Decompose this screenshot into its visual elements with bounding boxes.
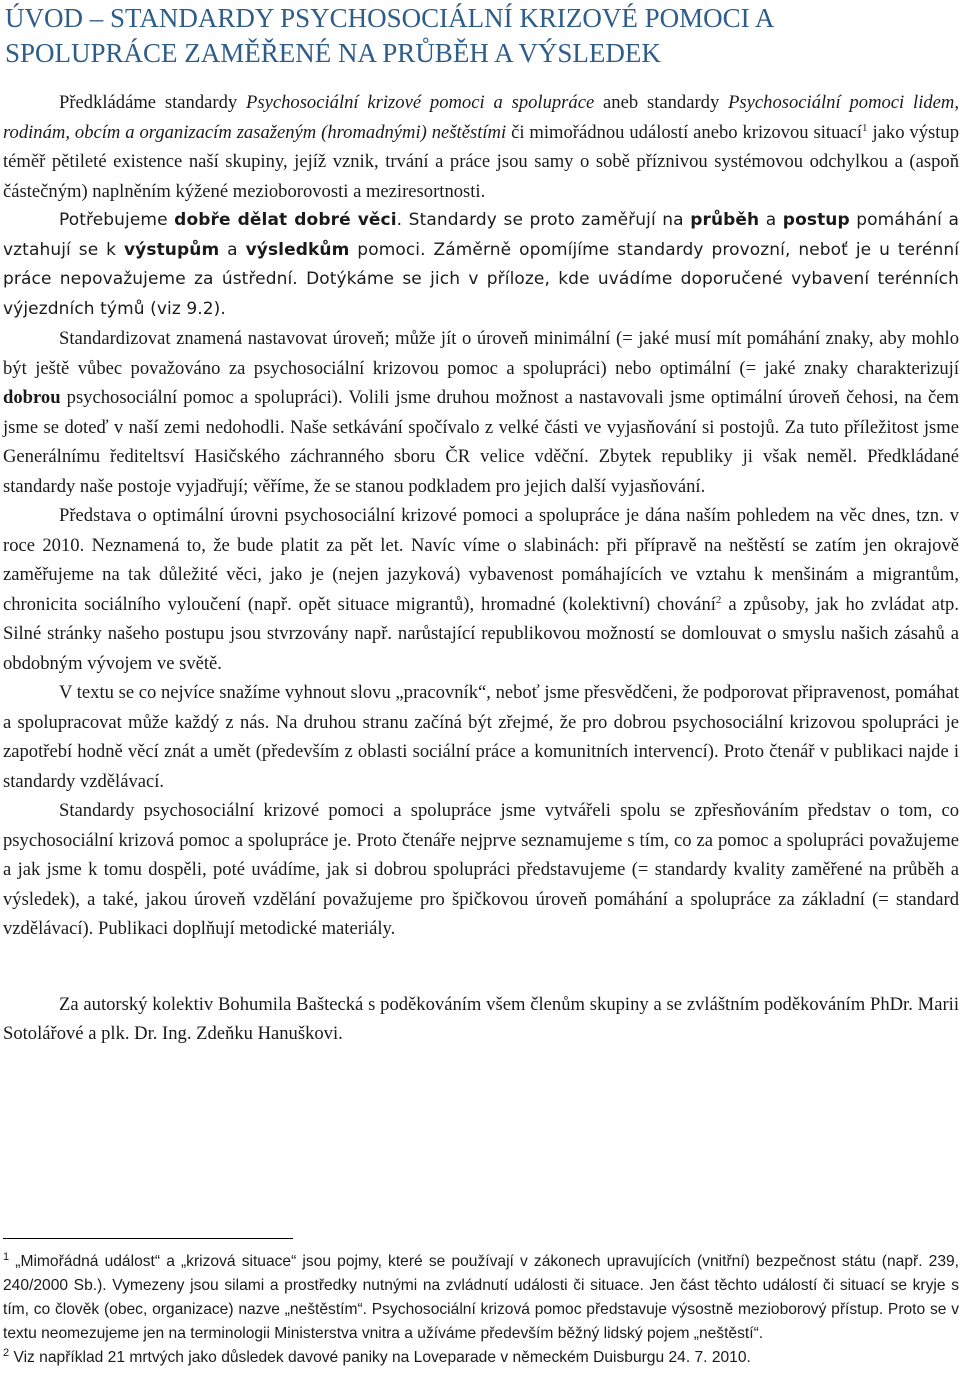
text-run: Standardizovat znamená nastavovat úroveň; může jít o úroveň minimální (= jaké musí mít pomáhání znaky, aby mohlo být ještě vůbec považováno za psychosociální krizovou pomoc a spolupráci) nebo optimální (= jaké znaky charakterizují [3, 328, 959, 379]
body-text [3, 88, 959, 1049]
text-run: jako výstup téměř pětileté existence naší skupiny, jejíž vznik, trvání a práce jsou samy o sobě příznivou systémovou odchylkou a (aspoň částečným) naplněním kýžené mezioborovosti a meziresortnosti. [3, 121, 959, 202]
bold-run: postup [782, 210, 850, 230]
footnote-text: Viz například 21 mrtvých jako důsledek davové paniky na Loveparade v německém Duisburgu 24. 7. 2010. [13, 1349, 751, 1366]
footnote-divider [3, 1238, 293, 1239]
paragraph-worker-term: V textu se co nejvíce snažíme vyhnout slovu „pracovník“, neboť jsme přesvědčeni, že podporovat připravenost, pomáhat a spolupracovat může každý z nás. Na druhou stranu začíná být zřejmé, že pro dobrou psychosociální krizovou spolupráci je zapotřebí hodně věcí znát a umět (především z oblasti sociální práce a komunitních intervencí). Proto čtenář v publikaci najde i standardy vzdělávací. [3, 682, 959, 792]
text-run: Předkládáme standardy [59, 92, 246, 113]
paragraph-signature: Za autorský kolektiv Bohumila Baštecká s poděkováním všem členům skupiny a se zvláštním poděkováním PhDr. Marii Sotolářové a plk. Dr. Ing. Zdeňku Hanuškovi. [3, 993, 959, 1044]
paragraph-intro [3, 88, 959, 206]
footnote-text: „Mimořádná událost“ a „krizová situace“ jsou pojmy, které se používají v zákonech upravujících (vnitřní) bezpečnost státu (např. 239, 240/2000 Sb.). Vymezeny jsou silami a prostředky nutnými na zvládnutí události či situace. Jen část těchto událostí či situací se kryje s tím, co člověk (obec, organizace) nazve „neštěstím“. Psychosociální krizová pomoc představuje výsostně mezioborový přístup. Proto se v textu neomezujeme jen na terminologii Ministerstva vnitra a užíváme především běžný lidský pojem „neštěstí“. [3, 1253, 959, 1342]
text-run: . Standardy se proto zaměřují na [396, 210, 691, 230]
footnotes [3, 1250, 959, 1370]
page-title: ÚVOD – STANDARDY PSYCHOSOCIÁLNÍ KRIZOVÉ POMOCI A SPOLUPRÁCE ZAMĚŘENÉ NA PRŮBĚH A VÝSLEDEK [5, 3, 773, 68]
paragraph-standardization [3, 324, 959, 501]
footnote-number: 2 [3, 1346, 10, 1359]
text-run: pomoci. Záměrně opomíjíme standardy provozní, neboť je u terénní práce nepovažujeme za ústřední. Dotýkáme se jich v příloze, kde uvádíme doporučené vybavení terénních výjezdních týmů (viz 9.2). [3, 239, 960, 319]
footnote-number: 1 [3, 1250, 10, 1263]
footnote-ref-2: 2 [715, 593, 722, 606]
italic-run: Psychosociální pomoci lidem, rodinám, obcím a organizacím zasaženým (hromadnými) neštěstími [3, 92, 959, 143]
paragraph-optimal-level [3, 501, 959, 678]
bold-run: průběh [690, 210, 760, 230]
footnote-1 [3, 1250, 959, 1346]
bold-run: dobře dělat dobré věci [174, 210, 397, 230]
text-run: Potřebujeme [59, 210, 175, 230]
bold-run: dobrou [3, 387, 61, 408]
paragraph-focus [3, 206, 959, 324]
text-run: a [759, 210, 783, 230]
text-run: Představa o optimální úrovni psychosociální krizové pomoci a spolupráce je dána naším pohledem na věc dnes, tzn. v roce 2010. Neznamená to, že bude platit za pět let. Navíc víme o slabinách: při přípravě na neštěstí se zatím jen okrajově zaměřujeme na tak důležité věci, jako je (nejen jazyková) vybavenost pomáhajících ve vztahu k menšinám a migrantům, chronicita sociálního vyloučení (např. opět situace migrantů), hromadné (kolektivní) chování [3, 505, 959, 615]
text-run: a způsoby, jak ho zvládat atp. Silné stránky našeho postupu jsou stvrzovány např. narůstající republikovou možností se domlouvat o smyslu našich zásahů a obdobným vývojem ve světě. [3, 593, 959, 674]
bold-run: výstupům [123, 239, 220, 260]
footnote-ref-1: 1 [862, 121, 868, 134]
text-run: či mimořádnou událostí anebo krizovou situací [506, 121, 863, 143]
text-run: a [219, 239, 246, 260]
text-run: pomáhání a vztahují se k [3, 210, 959, 260]
text-run: psychosociální pomoc a spolupráci). Volili jsme druhou možnost a nastavovali jsme optimální úroveň čehosi, na čem jsme se doteď v naší zemi nedohodli. Naše setkávání spočívalo z velké části ve vyjasňování si postojů. Za tuto příležitost jsme Generálnímu řediteltsví Hasičského záchranného sboru ČR velice vděční. Zbytek republiky ji však neměl. Předkládané standardy naše postoje vyjadřují; věříme, že se stanou podkladem pro jejich další vyjasňování. [3, 387, 959, 497]
paragraph-structure: Standardy psychosociální krizové pomoci a spolupráce jsme vytvářeli spolu se zpřesňováním představ o tom, co psychosociální krizová pomoc a spolupráce je. Proto čtenáře nejprve seznamujeme s tím, co za pomoc a spolupráci považujeme a jak jsme k tomu dospěli, poté uvádíme, jak si dobrou spolupráci představujeme (= standardy kvality zaměřené na průběh a výsledek), a také, jakou úroveň vzdělání považujeme pro špičkovou úroveň pomáhání a spolupráce za základní (= standard vzdělávací). Publikaci doplňují metodické materiály. [3, 800, 959, 939]
bold-run: výsledkům [245, 239, 350, 260]
italic-run: Psychosociální krizové pomoci a spolupráce [246, 92, 595, 113]
footnote-2 [3, 1346, 959, 1370]
text-run: aneb standardy [594, 92, 729, 113]
